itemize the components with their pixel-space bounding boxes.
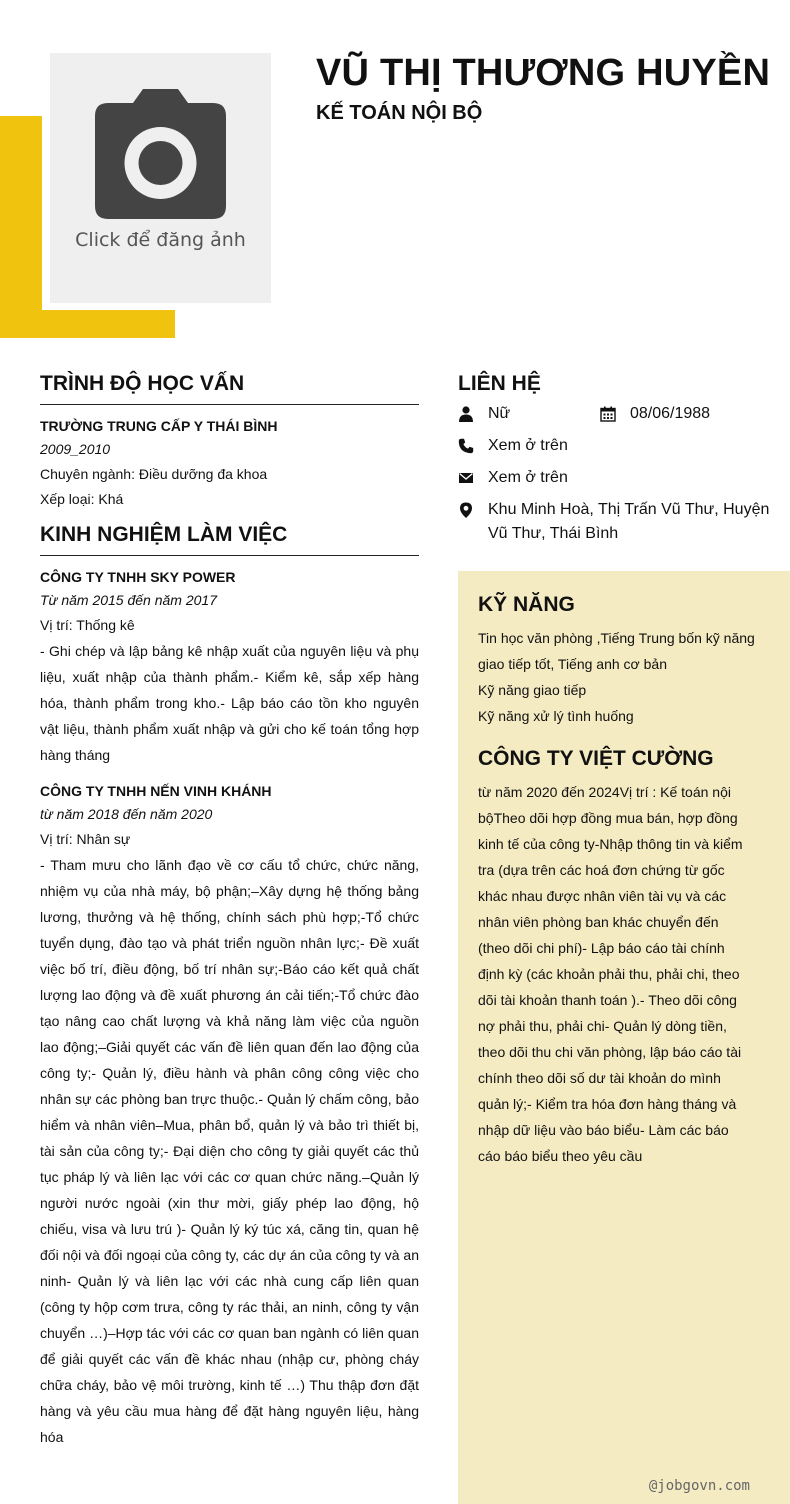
- phone-value[interactable]: Xem ở trên: [488, 437, 568, 454]
- contact-row-email: [458, 466, 790, 490]
- contact-row-phone: [458, 434, 790, 458]
- experience-position: Vị trí: Nhân sự: [40, 831, 131, 847]
- contact-row-gender: [458, 402, 790, 426]
- experience-company: CÔNG TY TNHH NẾN VINH KHÁNH: [40, 783, 272, 799]
- experience-position: Vị trí: Thống kê: [40, 617, 135, 633]
- experience-time: Từ năm 2015 đến năm 2017: [40, 592, 217, 608]
- accent-bar-vertical: [0, 116, 42, 338]
- photo-caption: Click để đăng ảnh: [75, 229, 246, 251]
- skill-item: Tin học văn phòng ,Tiếng Trung bốn kỹ năng giao tiếp tốt, Tiếng anh cơ bản: [478, 630, 755, 672]
- company-description: từ năm 2020 đến 2024Vị trí : Kế toán nội bộTheo dõi hợp đồng mua bán, hợp đồng kinh tế của công ty-Nhập thông tin và kiểm tra (dựa trên các hoá đơn chứng từ gốc khác nhau được nhân viên tài vụ và các nhân viên phòng ban khác chuyển đến (theo dõi chi phí)- Lập báo cáo tài chính định kỳ (các khoản phải thu, phải chi, theo dõi tài khoản thanh toán ).- Theo dõi công nợ phải thu, phải chi- Quản lý dòng tiền, theo dõi thu chi văn phòng, lập báo cáo tài chính theo dõi số dư tài khoản do mình quản lý;- Kiểm tra hóa đơn hàng tháng và nhập dữ liệu vào báo biểu- Làm các báo cáo báo biểu theo yêu cầu: [478, 784, 743, 1164]
- left-column: [40, 372, 419, 1450]
- education-title: TRÌNH ĐỘ HỌC VẤN: [40, 372, 419, 405]
- education-time: 2009_2010: [40, 441, 111, 457]
- experience-time: từ năm 2018 đến năm 2020: [40, 806, 213, 822]
- photo-upload[interactable]: [50, 53, 271, 303]
- birthday: [600, 402, 710, 426]
- side-panel: [458, 571, 790, 1504]
- phone-icon: [458, 438, 474, 454]
- gender-value: Nữ: [488, 405, 511, 422]
- experience-description: - Ghi chép và lập bảng kê nhập xuất của nguyên liệu và phụ liệu, xuất nhập của thành phẩm.- Kiểm kê, sắp xếp hàng hóa, thành phẩm trong kho.- Lập báo cáo tồn kho nguyên vật liệu, thành phẩm xuất nhập và gửi cho kế toán tổng hợp hàng tháng: [40, 643, 419, 763]
- education-major: Chuyên ngành: Điều dưỡng đa khoa: [40, 466, 268, 482]
- camera-icon: [95, 89, 226, 219]
- email-value[interactable]: Xem ở trên: [488, 469, 568, 486]
- candidate-name: VŨ THỊ THƯƠNG HUYỀN: [316, 52, 771, 94]
- address-value: Khu Minh Hoà, Thị Trấn Vũ Thư, Huyện Vũ Thư, Thái Bình: [488, 501, 770, 542]
- experience-title: KINH NGHIỆM LÀM VIỆC: [40, 523, 419, 556]
- birthday-value: 08/06/1988: [630, 405, 711, 422]
- experience-description: - Tham mưu cho lãnh đạo về cơ cấu tổ chức, chức năng, nhiệm vụ của nhà máy, bộ phận;–Xây dựng hệ thống bảng lương, thưởng và hệ thống, chính sách phù hợp;-Tổ chức tuyển dụng, đào tạo và phát triển nguồn nhân lực;- Đề xuất việc bố trí, điều động, bố trí nhân sự;-Báo cáo kết quả chất lượng lao động và đề xuất phương án cải tiến;-Tổ chức đào tạo nâng cao chất lượng và khả năng làm việc của nguồn lao động;–Giải quyết các vấn đề liên quan đến lao động của công ty;- Quản lý, điều hành và phân công công việc cho nhân sự các phòng ban trực thuộc.- Quản lý chấm công, bảo hiểm và nhân viên–Mua, phân bổ, quản lý và bảo trì thiết bị, tài sản của công ty;- Đại diện cho công ty giải quyết các thủ tục pháp lý và liên lạc với các cơ quan chức năng.–Quản lý người nước ngoài (xin thư mời, giấy phép lao động, hộ chiếu, visa và lưu trú )- Quản lý ký túc xá, căng tin, quan hệ đối nội và đối ngoại của công ty, các dự án của công ty và an ninh- Quản lý và liên lạc với các nhà cung cấp liên quan (công ty hộp cơm trưa, công ty rác thải, an ninh, công ty vận chuyển …)–Hợp tác với các cơ quan ban ngành có liên quan để giải quyết các vấn đề khác nhau (nhập cư, phòng cháy chữa cháy, bảo vệ môi trường, kinh tế …) Thu thập đơn đặt hàng và yêu cầu mua hàng để đặt hàng nguyên liệu, hàng hóa: [40, 857, 419, 1445]
- accent-bar-horizontal: [0, 310, 175, 338]
- education-school: TRƯỜNG TRUNG CẤP Y THÁI BÌNH: [40, 418, 278, 434]
- experience-company: CÔNG TY TNHH SKY POWER: [40, 569, 236, 585]
- location-pin-icon: [458, 502, 474, 518]
- skills-title: KỸ NĂNG: [478, 593, 575, 616]
- skill-item: Kỹ năng xử lý tình huống: [478, 708, 634, 724]
- watermark: @jobgovn.com: [648, 1478, 750, 1494]
- experience-entry: [40, 782, 419, 1450]
- company-title: CÔNG TY VIỆT CƯỜNG: [478, 747, 714, 770]
- contact-row-address: [458, 498, 790, 546]
- mail-icon: [458, 470, 474, 486]
- person-icon: [458, 406, 474, 422]
- education-rank: Xếp loại: Khá: [40, 491, 124, 507]
- skill-item: Kỹ năng giao tiếp: [478, 682, 587, 698]
- contact-title: LIÊN HỆ: [458, 372, 541, 395]
- experience-entry: [40, 568, 419, 768]
- contact-section: [458, 372, 790, 554]
- job-title: KẾ TOÁN NỘI BỘ: [316, 102, 483, 124]
- calendar-icon: [600, 406, 616, 422]
